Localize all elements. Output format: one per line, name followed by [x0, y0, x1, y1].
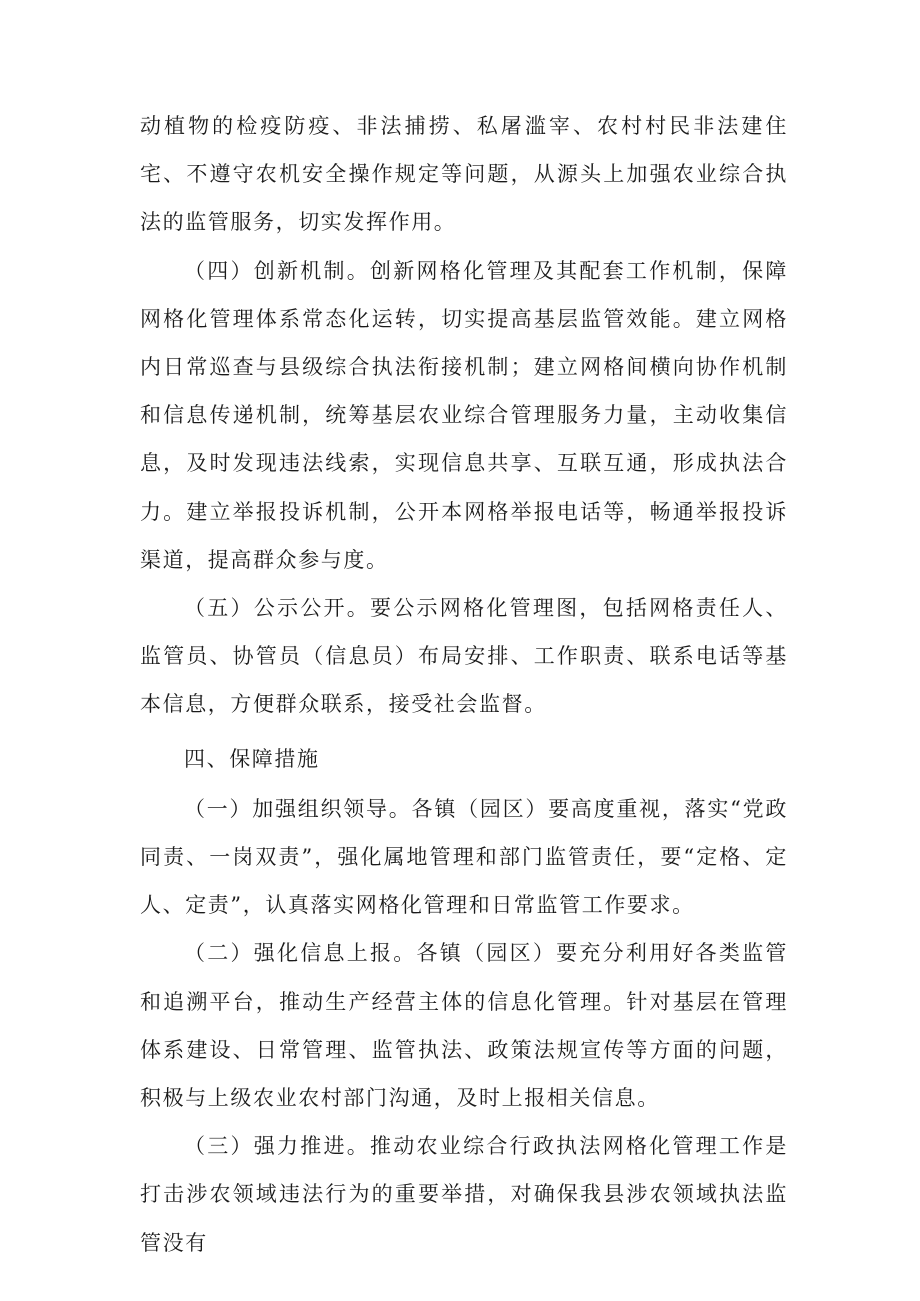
paragraph-information-reporting: （二）强化信息上报。各镇（园区）要充分利用好各类监管和追溯平台，推动生产经营主体的信息化管理。针对基层在管理体系建设、日常管理、监管执法、政策法规宣传等方面的问题，积极与上级农业农村部门沟通，及时上报相关信息。 — [140, 941, 788, 1111]
paragraph-organizational-leadership: （一）加强组织领导。各镇（园区）要高度重视，落实“党政同责、一岗双责”，强化属地管理和部门监管责任，要“定格、定人、定责”，认真落实网格化管理和日常监管工作要求。 — [140, 796, 788, 918]
document-body — [140, 102, 788, 1267]
paragraph-innovation-mechanism: （四）创新机制。创新网格化管理及其配套工作机制，保障网格化管理体系常态化运转，切实提高基层监管效能。建立网格内日常巡查与县级综合执法衔接机制；建立网格间横向协作机制和信息传递机制，统筹基层农业综合管理服务力量，主动收集信息，及时发现违法线索，实现信息共享、互联互通，形成执法合力。建立举报投诉机制，公开本网格举报电话等，畅通举报投诉渠道，提高群众参与度。 — [140, 258, 788, 572]
paragraph-continued: 动植物的检疫防疫、非法捕捞、私屠滥宰、农村村民非法建住宅、不遵守农机安全操作规定等问题，从源头上加强农业综合执法的监管服务，切实发挥作用。 — [140, 114, 788, 235]
paragraph-public-disclosure: （五）公示公开。要公示网格化管理图，包括网格责任人、监管员、协管员（信息员）布局安排、工作职责、联系电话等基本信息，方便群众联系，接受社会监督。 — [140, 596, 788, 717]
paragraph-vigorous-promotion: （三）强力推进。推动农业综合行政执法网格化管理工作是打击涉农领域违法行为的重要举措，对确保我县涉农领域执法监管没有 — [140, 1134, 788, 1255]
section-heading-safeguards: 四、保障措施 — [184, 746, 320, 771]
